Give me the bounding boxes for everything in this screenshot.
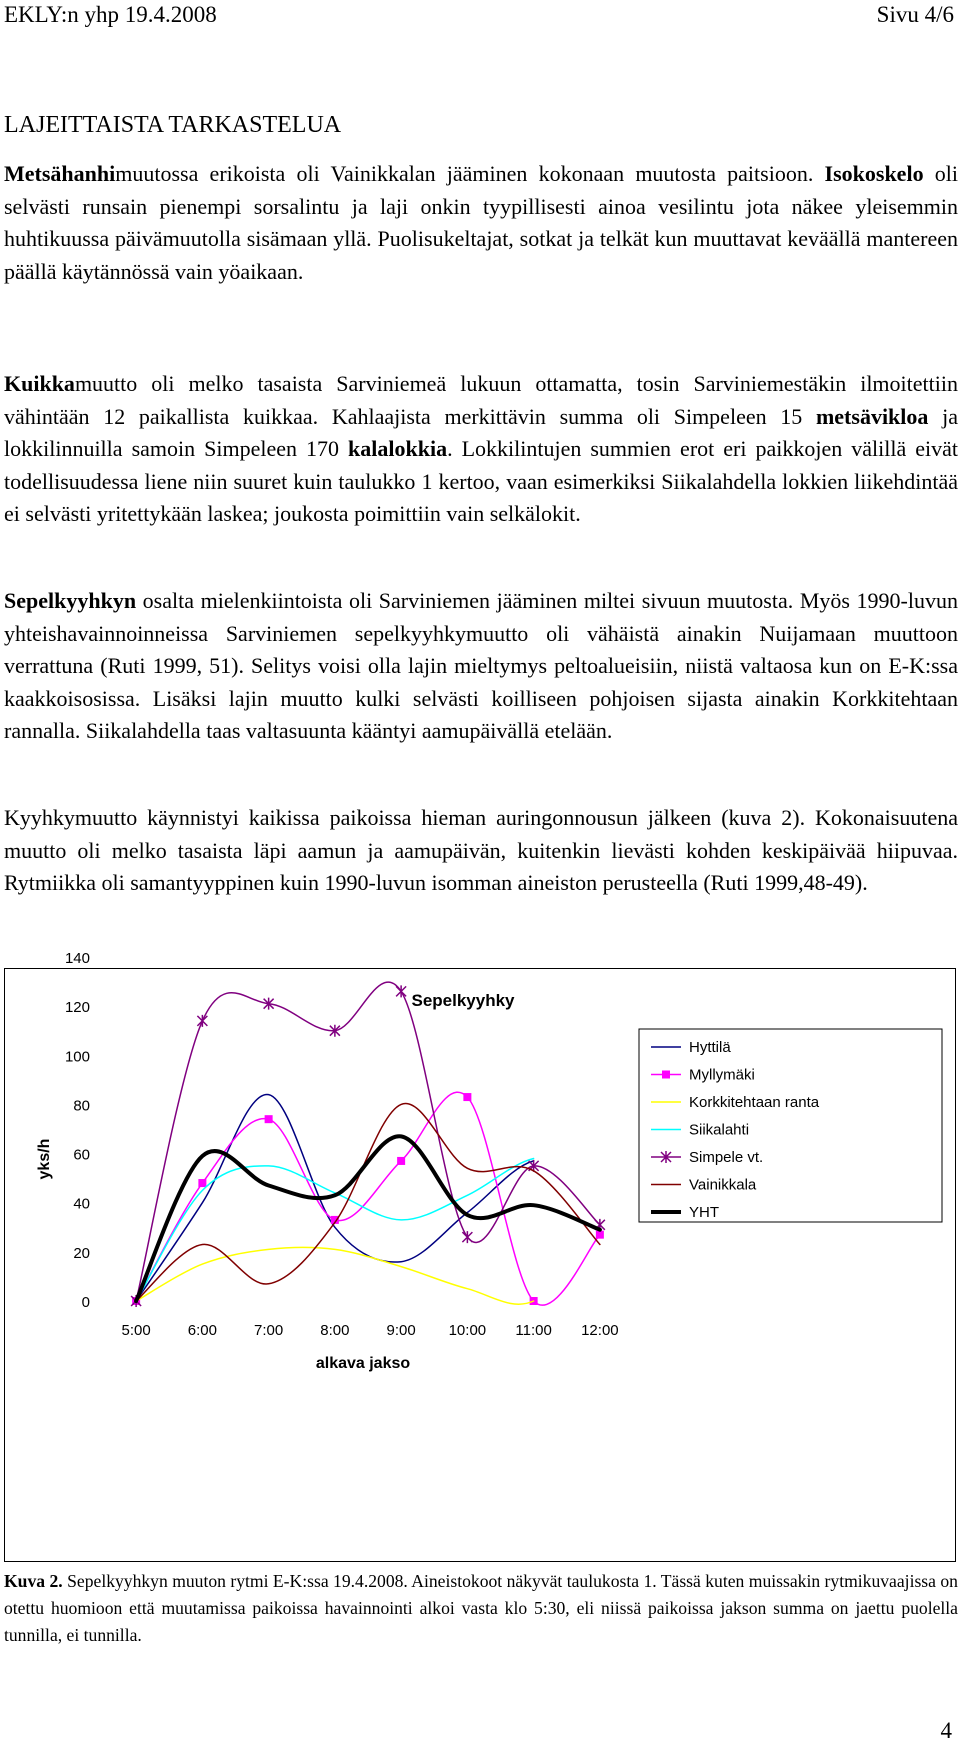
x-tick-label: 7:00 (254, 1322, 284, 1339)
bold-term: metsävikloa (815, 403, 929, 429)
series-line (136, 1159, 533, 1302)
series-line (136, 1136, 600, 1301)
paragraph-text: oli selvästi runsain pienempi sorsalintu ja laji onkin tyypillisesti ainoa vesilintu jota näkee yleisemmin huhtikuussa päivämuutolla sisämaan yllä. Puolisukeltajat, sotkat ja telkät kun muuttavat keväällä mantereen päällä käytännössä vain yöaikaan. (4, 161, 958, 284)
chart-frame (4, 950, 956, 1562)
y-axis-label: yks/h (36, 1138, 53, 1180)
legend-label: Korkkitehtaan ranta (689, 1094, 820, 1111)
paragraph-text: ja lokkilinnuilla samoin Simpeleen 170 (4, 403, 958, 461)
x-tick-label: 9:00 (386, 1322, 416, 1339)
paragraph-text: Kyyhkymuutto käynnistyi kaikissa paikoissa hieman auringonnousun jälkeen (kuva 2). Kokonaisuutena muutto oli melko tasaista läpi aamun ja aamupäivän, kuitenkin lievästi kohden keskipäivää hiipuvaa. Rytmiikka oli samantyyppinen kuin 1990-luvun isomman aineiston perusteella (Ruti 1999,48-49). (4, 805, 958, 895)
data-point-marker (462, 1231, 472, 1243)
y-tick-label: 20 (73, 1244, 90, 1262)
legend-label: Myllymäki (689, 1066, 755, 1084)
legend-label: Simpele vt. (689, 1149, 764, 1166)
bold-term: Kuikka (4, 371, 75, 396)
y-tick-label: 140 (64, 950, 90, 967)
x-tick-label: 10:00 (448, 1322, 487, 1339)
bold-term: Sepelkyyhkyn (4, 588, 137, 613)
y-tick-label: 40 (73, 1195, 90, 1213)
figure-caption (4, 1568, 958, 1649)
legend-box (639, 1029, 942, 1222)
y-tick-label: 0 (81, 1294, 90, 1311)
series-line (136, 982, 600, 1301)
legend-marker (662, 1071, 670, 1079)
paragraph-text: muutto oli melko tasaista Sarviniemeä lukuun ottamatta, tosin Sarviniemestäkin ilmoitettiin vähintään 12 paikallista kuikkaa. Kahlaajista merkittävin summa oli Simpeleen 15 (4, 371, 958, 429)
caption-label: Kuva 2. (4, 1571, 63, 1591)
page-number: 4 (940, 1718, 952, 1743)
series-line (136, 1104, 600, 1301)
x-tick-label: 8:00 (320, 1322, 350, 1339)
x-tick-label: 12:00 (581, 1322, 619, 1339)
data-point-marker (596, 1231, 604, 1239)
bold-term: kalalokkia (348, 436, 448, 461)
y-tick-label: 120 (64, 999, 90, 1017)
legend-label: Vainikkala (689, 1176, 757, 1194)
caption-text: Sepelkyyhkyn muuton rytmi E-K:ssa 19.4.2008. Aineistokoot näkyvät taulukosta 1. Tässä kuten muissakin rytmikuvaajissa on otettu huomioon että muutamissa paikoissa havainnointi alkoi vasta klo 5:30, eli niissä paikoissa jakson summa on jaettu puolella tunnilla, ei tunnilla. (4, 1571, 958, 1645)
line-chart (5, 950, 955, 1561)
series-line (136, 1247, 533, 1304)
data-point-marker (397, 1157, 405, 1165)
y-tick-label: 60 (73, 1146, 90, 1164)
header-right: Sivu 4/6 (876, 2, 954, 27)
bold-term: Isokoskelo (824, 161, 924, 186)
paragraph-text: muutossa erikoista oli Vainikkalan jääminen kokonaan muutosta paitsioon. (115, 161, 825, 186)
legend-label: Hyttilä (689, 1039, 731, 1056)
y-tick-label: 80 (73, 1097, 90, 1115)
bold-term: Metsähanhi (4, 161, 116, 186)
x-tick-label: 5:00 (121, 1322, 151, 1339)
data-point-marker (463, 1093, 471, 1101)
paragraph-4 (4, 802, 958, 900)
data-point-marker (265, 1115, 273, 1123)
x-tick-label: 6:00 (187, 1322, 217, 1339)
data-point-marker (198, 1179, 206, 1187)
paragraph-text: . Lokkilintujen summien erot eri paikkojen välillä eivät todellisuudessa liene niin suuret kuin taulukko 1 kertoo, vaan esimerkiksi Siikalahdella lokkien liikehdintää ei selvästi yritettykään laskea; joukosta poimittiin vain selkälokit. (4, 436, 958, 526)
x-axis-label: alkava jakso (315, 1355, 411, 1372)
header-left: EKLY:n yhp 19.4.2008 (4, 2, 217, 27)
paragraph-1 (4, 158, 958, 288)
x-tick-label: 11:00 (515, 1322, 552, 1339)
paragraph-3 (4, 585, 958, 748)
legend-label: YHT (689, 1204, 719, 1221)
data-point-marker (197, 1015, 207, 1027)
data-point-marker (396, 985, 406, 997)
paragraph-text: osalta mielenkiintoista oli Sarviniemen jääminen miltei sivuun muutosta. Myös 1990-luvun yhteishavainnoinneissa Sarviniemen sepelkyyhkymuutto oli vähäistä ainakin Nuijamaan muuttoon verrattuna (Ruti 1999, 51). Selitys voisi olla lajin mieltymys peltoalueisiin, niistä valtaosa kun on E-K:ssa kaakkoisosissa. Lisäksi lajin muutto kulki selvästi koilliseen pohjoisen sijasta ainakin Korkkitehtaan rannalla. Siikalahdella taas valtasuunta kääntyi aamupäivällä etelään. (4, 588, 958, 743)
section-title: LAJEITTAISTA TARKASTELUA (4, 112, 342, 138)
legend-label: Siikalahti (689, 1121, 750, 1139)
paragraph-2 (4, 368, 958, 531)
y-tick-label: 100 (64, 1048, 90, 1066)
chart-title: Sepelkyyhky (411, 991, 515, 1010)
